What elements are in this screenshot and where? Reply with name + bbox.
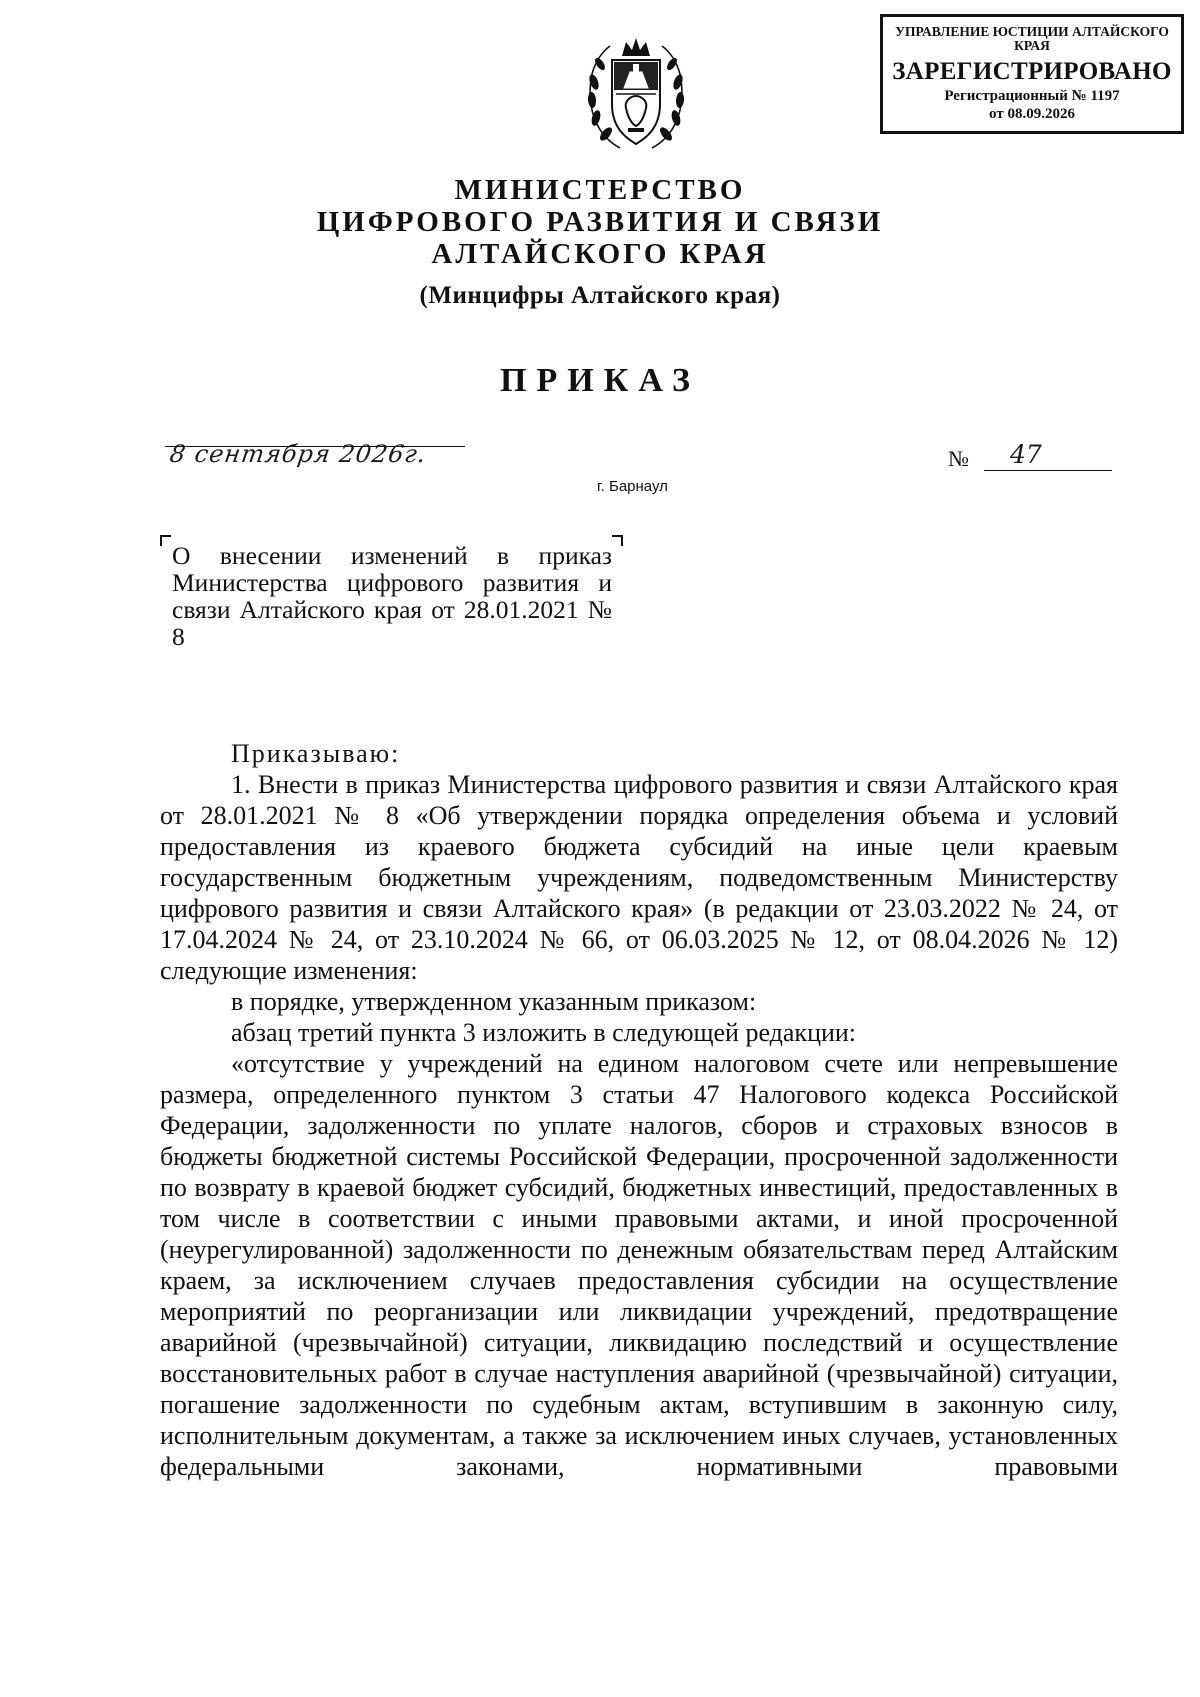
paragraph-4: «отсутствие у учреждений на едином налоговом счете или непревышение размера, определенного пунктом 3 статьи 47 Налогового кодекса Российской Федерации, задолженности по уплате налогов, сборов и страховых взносов в бюджеты бюджетной системы Российской Федерации, просроченной задолженности по возврату в краевой бюджет субсидий, бюджетных инвестиций, предоставленных в том числе в соответствии с иными правовыми актами, и иной просроченной (неурегулированной) задолженности по денежным обязательствам перед Алтайским краем, за исключением случаев предоставления субсидии на осуществление мероприятий по реорганизации или ликвидации учреждений, предотвращение аварийной (чрезвычайной) ситуации, ликвидацию последствий и осуществление восстановительных работ в случае наступления аварийной (чрезвычайной) ситуации, погашение задолженности по судебным актам, вступившим в законную силу, исполнительным документам, а также за исключением иных случаев, установленных федеральными законами, нормативными правовыми [160, 1049, 1118, 1481]
stamp-status: ЗАРЕГИСТРИРОВАНО [892, 58, 1172, 86]
ministry-name-line-2: ЦИФРОВОГО РАЗВИТИЯ И СВЯЗИ [316, 206, 884, 238]
paragraph-3: абзац третий пункта 3 изложить в следующей редакции: [231, 1018, 857, 1047]
paragraph-2: в порядке, утвержденном указанным приказом: [231, 987, 757, 1016]
stamp-registration-number: Регистрационный № 1197 [944, 87, 1120, 104]
document-subject: О внесении изменений в приказ Министерства цифрового развития и связи Алтайского края от 28.01.2021 № 8 [172, 541, 612, 651]
registration-stamp [880, 14, 1184, 134]
coat-of-arms-icon [580, 34, 692, 158]
ministry-name-line-3: АЛТАЙСКОГО КРАЯ [431, 238, 769, 270]
subject-corner-left [160, 535, 171, 546]
ministry-short-name: (Минцифры Алтайского края) [419, 282, 781, 309]
ministry-name-line-1: МИНИСТЕРСТВО [454, 174, 746, 206]
document-type: ПРИКАЗ [500, 362, 700, 399]
stamp-organization: УПРАВЛЕНИЕ ЮСТИЦИИ АЛТАЙСКОГО КРАЯ [895, 24, 1169, 54]
stamp-registration-date: от 08.09.2026 [989, 106, 1075, 123]
ministry-name [0, 174, 1200, 270]
number-underline [984, 470, 1112, 471]
paragraph-1: 1. Внести в приказ Министерства цифрового развития и связи Алтайского края от 28.01.2021 № 8 «Об утверждении порядка определения объема и условий предоставления из краевого бюджета субсидий на иные цели краевым государственным бюджетным учреждениям, подведомственным Министерству цифрового развития и связи Алтайского края» (в редакции от 23.03.2022 № 24, от 17.04.2024 № 24, от 23.10.2024 № 66, от 06.03.2025 № 12, от 08.04.2026 № 12) следующие изменения: [160, 770, 1118, 985]
subject-corner-right [612, 535, 623, 546]
handwritten-date: 8 сентября 2026г. [168, 440, 429, 468]
document-body [160, 738, 1118, 1482]
city: г. Барнаул [597, 478, 668, 495]
order-lead: Приказываю: [231, 739, 401, 768]
number-sign: № [948, 446, 969, 471]
handwritten-number: 47 [1010, 440, 1042, 469]
